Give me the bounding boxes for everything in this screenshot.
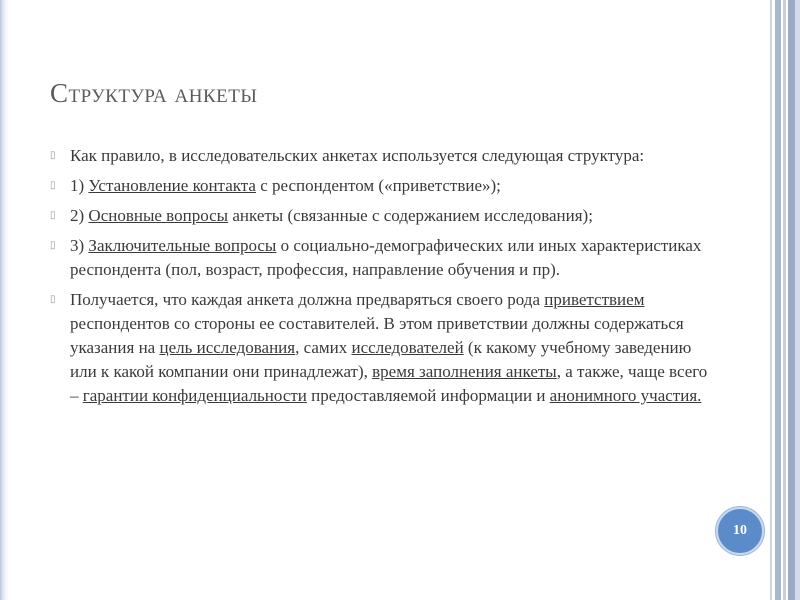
- underlined-term: гарантии конфиденциальности: [82, 386, 307, 405]
- page-number-badge: 10: [716, 507, 764, 555]
- right-decorative-stripes: [766, 0, 800, 600]
- bullet-item: [50, 174, 710, 198]
- underlined-term: исследователей: [351, 338, 464, 357]
- bullet-item: [50, 234, 710, 282]
- underlined-term: цель исследования: [159, 338, 296, 357]
- bullet-text: [70, 234, 710, 282]
- bullet-list: [50, 144, 710, 414]
- text-run: 2): [70, 206, 89, 225]
- bullet-item: [50, 204, 710, 228]
- text-run: анкеты (связанные с содержанием исследования);: [228, 206, 593, 225]
- underlined-term: приветствием: [544, 290, 645, 309]
- text-run: респондентов со стороны ее составителей. В этом приветствии должны содержаться указания на: [70, 314, 684, 357]
- underlined-term: Установление контакта: [88, 176, 256, 195]
- text-run: предоставляемой информации и: [306, 386, 550, 405]
- text-run: , а также, чаще всего –: [70, 362, 708, 405]
- text-run: с респондентом («приветствие»);: [255, 176, 501, 195]
- bullet-item: [50, 288, 710, 408]
- underlined-term: Основные вопросы: [88, 206, 229, 225]
- text-run: 1): [70, 176, 89, 195]
- text-run: о социально-демографических или иных характеристиках респондента (пол, возраст, профессия, направление обучения и пр).: [70, 236, 702, 279]
- underlined-term: анонимного участия.: [549, 386, 702, 405]
- underlined-term: время заполнения анкеты: [372, 362, 557, 381]
- bullet-marker-icon: ▯: [50, 210, 56, 221]
- bullet-text: [70, 144, 710, 168]
- text-run: Как правило, в исследовательских анкетах используется следующая структура:: [70, 146, 645, 165]
- left-decorative-band: [0, 0, 9, 600]
- bullet-text: [70, 288, 710, 408]
- bullet-marker-icon: ▯: [50, 240, 56, 251]
- slide-title: Структура анкеты: [50, 78, 258, 108]
- underlined-term: Заключительные вопросы: [88, 236, 277, 255]
- text-run: Получается, что каждая анкета должна предваряться своего рода: [70, 290, 545, 309]
- text-run: (к какому учебному заведению или к какой компании они принадлежат),: [70, 338, 692, 381]
- bullet-marker-icon: ▯: [50, 150, 56, 161]
- bullet-marker-icon: ▯: [50, 294, 56, 305]
- bullet-text: [70, 174, 710, 198]
- bullet-item: [50, 144, 710, 168]
- bullet-marker-icon: ▯: [50, 180, 56, 191]
- text-run: 3): [70, 236, 89, 255]
- bullet-text: [70, 204, 710, 228]
- text-run: , самих: [295, 338, 352, 357]
